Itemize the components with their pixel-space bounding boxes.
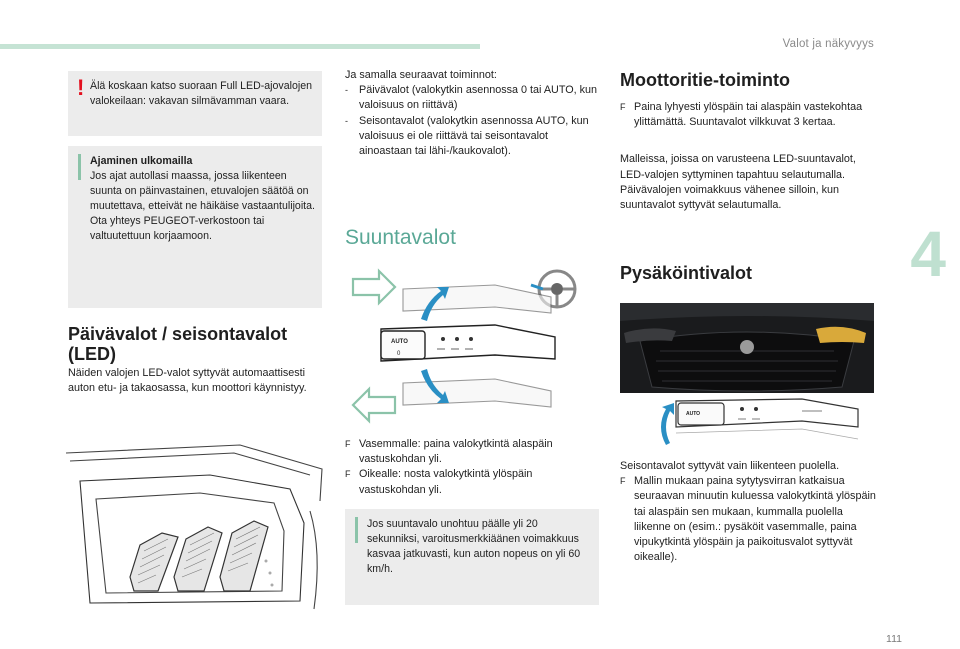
turn-signals-info: Jos suuntavalo unohtuu päälle yli 20 sekunniksi, varoitusmerkkiäänen voimakkuus kasvaa jatkuvasti, kun auton nopeus on yli 60 km/h. [367,518,581,575]
info-body-2: Ota yhteys PEUGEOT-verkostoon tai valtuutettuun korjaamoon. [90,215,265,242]
drl-body: Näiden valojen LED-valot syttyvät automaattisesti auton etu- ja takaosassa, kun moottori käynnistyy. [68,367,307,395]
turn-signals-list [345,437,601,498]
warning-text: Älä koskaan katso suoraan Full LED-ajovalojen valokeilaan: vakavan silmävamman vaara. [90,80,313,107]
page-number: 111 [886,633,902,645]
turn-signals-title: Suuntavalot [345,226,456,249]
right-arrow-icon [353,271,395,303]
drl-title: Päivävalot / seisontavalot (LED) [68,324,288,364]
list-item: F Oikealle: nosta valokytkintä ylöspäin vastuskohdan yli. [345,468,533,496]
info-heading: Ajaminen ulkomailla [90,155,193,167]
list-item: - Päivävalot (valokytkin asennossa 0 tai AUTO, kun valoisuus on riittävä) [345,84,598,112]
auto-label: AUTO [391,339,408,345]
arrow-icon [661,403,674,445]
left-arrow-icon [353,389,395,421]
warning-box [68,71,322,136]
info-icon [355,517,358,543]
warning-icon: ! [77,75,85,100]
motorway-title: Moottoritie-toiminto [620,70,790,90]
list-item: F Vasemmalle: paina valokytkintä alaspäin vastuskohdan yli. [345,438,553,466]
auto-label: AUTO [686,411,701,417]
brand-logo-icon [740,340,754,354]
list-item: F Mallin mukaan paina sytytysvirran katkaisua seuraavan minuutin kuluessa valokytkintä ylöspäin tai alaspäin sen mukaan, kummalla puolella liikenne on (esim.: pysäköit vasemmalle, paina vipukytkintä ylöspäin ja paikoitusvalot syttyvät oikealle). [620,475,876,564]
info-box-turn-signals [345,509,599,605]
stalk-pointer-icon [531,285,543,289]
rear-lamp-illustration [60,441,324,613]
chapter-number: 4 [910,218,946,290]
list-item: F Paina lyhyesti ylöspäin tai alaspäin vastekohtaa ylittämättä. Suuntavalot vilkkuvat 3 kertaa. [620,101,863,129]
info-body: Jos ajat autollasi maassa, jossa liikenteen suunta on päinvastainen, etuvalojen säätöä on muutettava, etteivät ne häikäise vastaantulijoita. [90,170,315,212]
turn-signal-stalk-illustration [345,265,601,437]
parking-title: Pysäköintivalot [620,263,753,283]
chapter-title: Valot ja näkyvyys [782,38,874,50]
info-icon [78,154,81,180]
info-box-abroad [68,146,322,308]
functions-intro: Ja samalla seuraavat toiminnot: - Päivävalot (valokytkin asennossa 0 tai AUTO, kun valoisuus on riittävä) - Seisontavalot (valokytkin asennossa AUTO, kun valoisuus ei ole riittävä tai seisontavalot ainoastaan tai lähi-/kaukovalot). [345,68,601,159]
parking-body: Seisontavalot syttyvät vain liikenteen puolella. F Mallin mukaan paina sytytysvirran katkaisua seuraavan minuutin kuluessa valokytkintä ylöspäin tai alaspäin sen mukaan, kummalla puolella liikenne on (esim.: pysäköit vasemmalle, paina vipukytkintä ylöspäin ja paikoitusvalot syttyvät oikealle). [620,459,882,565]
zero-label: 0 [397,351,401,357]
list-item: - Seisontavalot (valokytkin asennossa AUTO, kun valoisuus ei ole riittävä tai seisontavalot ainoastaan tai lähi-/kaukovalot). [345,114,589,158]
header-accent-bar [0,44,480,49]
car-front-photo [620,303,874,393]
motorway-body: F Paina lyhyesti ylöspäin tai alaspäin vastekohtaa ylittämättä. Suuntavalot vilkkuvat 3 kertaa. Malleissa, joissa on varusteena LED-suuntavalot, LED-valojen syttyminen tapahtuu selautumalla. Päivävalojen voimakkuus vähenee silloin, kun suuntavalot syttyvät selautumalla. [620,100,882,213]
parking-stalk-illustration [652,397,862,453]
